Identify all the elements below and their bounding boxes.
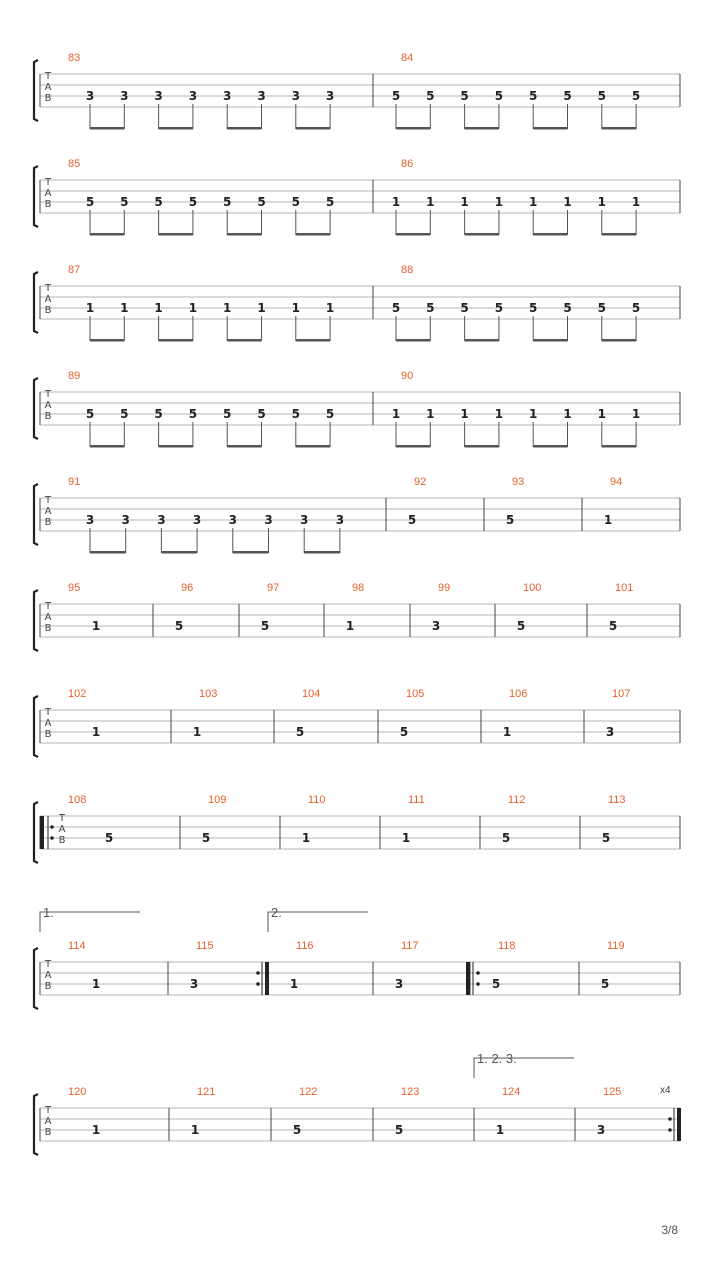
repeat-dot [50, 836, 54, 840]
fret-number: 5 [292, 1123, 302, 1137]
repeat-dot [668, 1128, 672, 1132]
measure-number: 122 [299, 1086, 318, 1098]
tab-system [34, 905, 680, 1009]
fret-number: 1 [426, 407, 435, 421]
fret-number: 3 [188, 89, 198, 103]
fret-number: 5 [563, 301, 572, 315]
fret-number: 1 [289, 977, 299, 991]
fret-number: 5 [399, 725, 409, 739]
fret-number: 5 [154, 407, 163, 421]
repeat-dot [50, 825, 54, 829]
measure-number: 112 [508, 794, 526, 806]
fret-number: 1 [426, 195, 435, 209]
measure-number: 121 [197, 1086, 216, 1098]
fret-number: 1 [631, 195, 641, 209]
measure-number: 93 [512, 476, 525, 488]
system-bracket [34, 802, 38, 863]
tab-clef-letter: A [44, 970, 52, 981]
fret-number: 1 [301, 831, 311, 845]
note-beam [602, 339, 636, 342]
tab-system [34, 52, 680, 130]
note-beam [465, 233, 499, 236]
fret-number: 1 [190, 1123, 200, 1137]
fret-number: 1 [91, 725, 101, 739]
fret-number: 5 [391, 301, 401, 315]
tab-clef-letter: B [44, 411, 52, 422]
note-beam [396, 233, 430, 236]
measure-number: 100 [523, 582, 542, 594]
note-beam [90, 339, 124, 342]
fret-number: 5 [516, 619, 526, 633]
fret-number: 5 [85, 407, 95, 421]
fret-number: 1 [563, 407, 572, 421]
fret-number: 5 [291, 407, 300, 421]
tab-clef-letter: T [44, 177, 52, 188]
fret-number: 1 [529, 407, 538, 421]
measure-number: 104 [302, 688, 321, 700]
note-beam [227, 233, 261, 236]
volta-label: 1. 2. 3. [477, 1051, 517, 1066]
fret-number: 1 [502, 725, 512, 739]
fret-number: 1 [291, 301, 300, 315]
tab-clef-letter: A [44, 82, 52, 93]
measure-number: 90 [401, 370, 414, 382]
note-beam [602, 127, 636, 130]
fret-number: 3 [394, 977, 404, 991]
volta-bracket [268, 912, 368, 932]
note-beam [159, 233, 193, 236]
note-beam [602, 445, 636, 448]
measure-number: 98 [352, 582, 365, 594]
tab-clef-letter: A [44, 188, 52, 199]
system-bracket [34, 272, 38, 333]
fret-number: 1 [460, 407, 469, 421]
measure-number: 84 [401, 52, 414, 64]
fret-number: 3 [300, 513, 309, 527]
volta-bracket [40, 912, 140, 932]
fret-number: 5 [460, 301, 469, 315]
fret-number: 5 [501, 831, 511, 845]
fret-number: 5 [120, 407, 129, 421]
tab-clef-letter: A [44, 612, 52, 623]
fret-number: 5 [174, 619, 184, 633]
fret-number: 5 [154, 195, 163, 209]
fret-number: 1 [597, 407, 606, 421]
tab-system [34, 688, 680, 757]
system-bracket [34, 166, 38, 227]
fret-number: 3 [154, 89, 163, 103]
note-beam [533, 445, 567, 448]
note-beam [227, 339, 261, 342]
measure-number: 116 [296, 940, 314, 952]
fret-number: 5 [223, 195, 232, 209]
fret-number: 5 [600, 977, 610, 991]
fret-number: 5 [597, 301, 606, 315]
fret-number: 3 [85, 513, 95, 527]
fret-number: 1 [85, 301, 95, 315]
measure-number: 86 [401, 158, 414, 170]
tab-clef-letter: T [44, 1105, 52, 1116]
system-bracket [34, 60, 38, 121]
repeat-dot [256, 971, 260, 975]
repeat-dot [476, 971, 480, 975]
fret-number: 3 [85, 89, 95, 103]
measure-number: 94 [610, 476, 623, 488]
repeat-dot [668, 1117, 672, 1121]
fret-number: 5 [505, 513, 515, 527]
measure-number: 115 [196, 940, 214, 952]
fret-number: 1 [494, 195, 504, 209]
fret-number: 5 [460, 89, 469, 103]
tab-system [34, 264, 680, 342]
tab-clef-letter: A [44, 400, 52, 411]
note-beam [159, 127, 193, 130]
fret-number: 5 [407, 513, 417, 527]
tab-clef-letter: T [44, 283, 52, 294]
fret-number: 1 [188, 301, 198, 315]
volta-label: 2. [271, 905, 282, 920]
tab-clef-letter: B [44, 93, 52, 104]
measure-number: 87 [68, 264, 81, 276]
tab-clef-letter: A [58, 824, 66, 835]
fret-number: 5 [260, 619, 270, 633]
note-beam [159, 445, 193, 448]
measure-number: 105 [406, 688, 425, 700]
system-bracket [34, 378, 38, 439]
fret-number: 5 [201, 831, 211, 845]
fret-number: 5 [563, 89, 572, 103]
measure-number: 89 [68, 370, 81, 382]
tab-clef-letter: T [44, 959, 52, 970]
fret-number: 3 [325, 89, 335, 103]
note-beam [396, 445, 430, 448]
measure-number: 88 [401, 264, 414, 276]
note-beam [533, 127, 567, 130]
tab-clef-letter: B [44, 1127, 52, 1138]
measure-number: 96 [181, 582, 194, 594]
fret-number: 3 [605, 725, 615, 739]
measure-number: 111 [408, 794, 425, 806]
fret-number: 3 [157, 513, 166, 527]
fret-number: 3 [121, 513, 130, 527]
fret-number: 1 [631, 407, 641, 421]
fret-number: 1 [563, 195, 572, 209]
system-bracket [34, 948, 38, 1009]
measure-number: 106 [509, 688, 528, 700]
volta-label: 1. [43, 905, 54, 920]
fret-number: 5 [529, 301, 538, 315]
measure-number: 83 [68, 52, 81, 64]
note-beam [90, 233, 124, 236]
systems-layer [34, 52, 681, 1155]
fret-number: 5 [104, 831, 114, 845]
fret-number: 3 [596, 1123, 606, 1137]
fret-number: 1 [120, 301, 129, 315]
measure-number: 123 [401, 1086, 420, 1098]
repeat-end-thick-bar [677, 1108, 681, 1141]
tab-system [34, 476, 680, 554]
measure-number: 95 [68, 582, 81, 594]
fret-number: 1 [91, 977, 101, 991]
measure-number: 108 [68, 794, 87, 806]
measure-number: 109 [208, 794, 227, 806]
measure-number: 101 [615, 582, 634, 594]
note-beam [227, 127, 261, 130]
note-beam [396, 339, 430, 342]
fret-number: 1 [529, 195, 538, 209]
fret-number: 1 [391, 195, 401, 209]
tab-clef-letter: B [44, 199, 52, 210]
tab-clef-letter: B [44, 517, 52, 528]
tab-clef-letter: B [44, 623, 52, 634]
fret-number: 5 [325, 407, 335, 421]
fret-number: 3 [264, 513, 273, 527]
tab-system [34, 794, 680, 863]
fret-number: 5 [426, 89, 435, 103]
note-beam [161, 551, 197, 554]
fret-number: 3 [192, 513, 202, 527]
measure-number: 85 [68, 158, 81, 170]
measure-number: 92 [414, 476, 427, 488]
page-number: 3/8 [661, 1223, 678, 1237]
note-beam [533, 339, 567, 342]
measure-number: 107 [612, 688, 631, 700]
repeat-end-thick-bar [265, 962, 269, 995]
fret-number: 1 [460, 195, 469, 209]
fret-number: 3 [189, 977, 199, 991]
fret-number: 3 [228, 513, 237, 527]
fret-number: 5 [597, 89, 606, 103]
repeat-start-thick-bar [466, 962, 470, 995]
repeat-start-thick-bar [40, 816, 44, 849]
fret-number: 5 [257, 195, 266, 209]
fret-number: 1 [495, 1123, 505, 1137]
fret-number: 5 [494, 301, 504, 315]
fret-number: 5 [295, 725, 305, 739]
fret-number: 5 [291, 195, 300, 209]
fret-number: 1 [154, 301, 163, 315]
measure-number: 102 [68, 688, 87, 700]
fret-number: 1 [91, 619, 101, 633]
note-beam [304, 551, 340, 554]
repeat-count: x4 [660, 1085, 671, 1096]
measure-number: 117 [401, 940, 419, 952]
note-beam [296, 127, 330, 130]
fret-number: 1 [494, 407, 504, 421]
note-beam [296, 445, 330, 448]
tab-system [34, 370, 680, 448]
fret-number: 5 [631, 301, 641, 315]
note-beam [533, 233, 567, 236]
tab-clef-letter: B [44, 305, 52, 316]
measure-number: 99 [438, 582, 451, 594]
tab-clef-letter: T [58, 813, 66, 824]
measure-number: 91 [68, 476, 81, 488]
note-beam [396, 127, 430, 130]
fret-number: 1 [597, 195, 606, 209]
fret-number: 5 [494, 89, 504, 103]
fret-number: 5 [188, 195, 198, 209]
note-beam [465, 339, 499, 342]
fret-number: 5 [85, 195, 95, 209]
note-beam [296, 233, 330, 236]
fret-number: 5 [426, 301, 435, 315]
fret-number: 1 [603, 513, 613, 527]
measure-number: 120 [68, 1086, 87, 1098]
tab-clef-letter: A [44, 1116, 52, 1127]
fret-number: 5 [491, 977, 501, 991]
tab-clef-letter: B [44, 981, 52, 992]
measure-number: 110 [308, 794, 326, 806]
fret-number: 3 [257, 89, 266, 103]
fret-number: 5 [631, 89, 641, 103]
fret-number: 5 [394, 1123, 404, 1137]
note-beam [227, 445, 261, 448]
fret-number: 3 [335, 513, 345, 527]
fret-number: 1 [345, 619, 355, 633]
tab-system [34, 1051, 681, 1155]
fret-number: 1 [223, 301, 232, 315]
measure-number: 113 [608, 794, 626, 806]
note-beam [90, 127, 124, 130]
tab-clef-letter: T [44, 495, 52, 506]
fret-number: 3 [120, 89, 129, 103]
tab-system [34, 582, 680, 651]
repeat-dot [256, 982, 260, 986]
measure-number: 118 [498, 940, 516, 952]
fret-number: 5 [223, 407, 232, 421]
fret-number: 1 [325, 301, 335, 315]
tab-clef-letter: A [44, 718, 52, 729]
note-beam [90, 551, 126, 554]
measure-number: 124 [502, 1086, 521, 1098]
fret-number: 5 [391, 89, 401, 103]
fret-number: 1 [257, 301, 266, 315]
measure-number: 114 [68, 940, 86, 952]
fret-number: 1 [391, 407, 401, 421]
system-bracket [34, 590, 38, 651]
tab-clef-letter: T [44, 71, 52, 82]
system-bracket [34, 1094, 38, 1155]
fret-number: 5 [601, 831, 611, 845]
note-beam [90, 445, 124, 448]
measure-number: 119 [607, 940, 625, 952]
measure-number: 103 [199, 688, 218, 700]
measure-number: 125 [603, 1086, 622, 1098]
system-bracket [34, 696, 38, 757]
fret-number: 1 [401, 831, 411, 845]
tab-clef-letter: B [44, 729, 52, 740]
tab-clef-letter: A [44, 294, 52, 305]
fret-number: 5 [325, 195, 335, 209]
repeat-dot [476, 982, 480, 986]
tab-clef-letter: A [44, 506, 52, 517]
tab-system [34, 158, 680, 236]
fret-number: 3 [431, 619, 441, 633]
note-beam [465, 127, 499, 130]
note-beam [296, 339, 330, 342]
note-beam [233, 551, 269, 554]
fret-number: 5 [120, 195, 129, 209]
fret-number: 5 [608, 619, 618, 633]
fret-number: 1 [192, 725, 202, 739]
fret-number: 3 [223, 89, 232, 103]
tab-clef-letter: T [44, 601, 52, 612]
note-beam [602, 233, 636, 236]
tab-clef-letter: T [44, 707, 52, 718]
fret-number: 5 [529, 89, 538, 103]
note-beam [159, 339, 193, 342]
tab-clef-letter: T [44, 389, 52, 400]
fret-number: 1 [91, 1123, 101, 1137]
fret-number: 5 [188, 407, 198, 421]
fret-number: 3 [291, 89, 300, 103]
fret-number: 5 [257, 407, 266, 421]
measure-number: 97 [267, 582, 280, 594]
system-bracket [34, 484, 38, 545]
note-beam [465, 445, 499, 448]
tab-clef-letter: B [58, 835, 66, 846]
